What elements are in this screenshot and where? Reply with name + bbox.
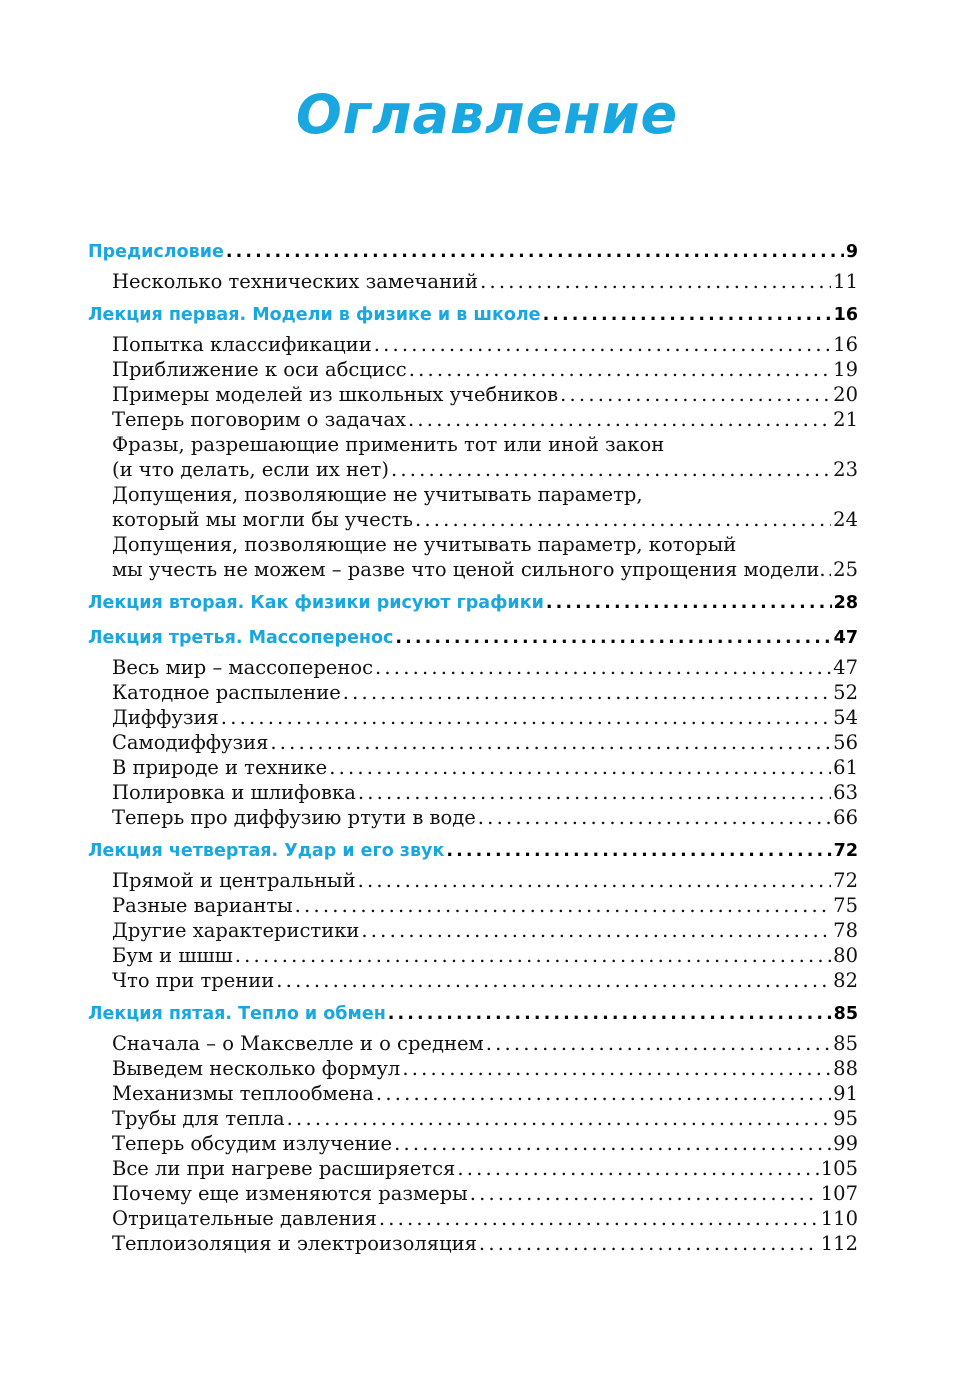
subsection-page-number: 47 [833, 656, 858, 679]
dot-leader [446, 837, 831, 865]
subsection-title: Другие характеристики [112, 919, 360, 942]
dot-leader [374, 332, 831, 357]
subsection-page-number: 91 [833, 1082, 858, 1105]
toc-section [88, 301, 858, 582]
chapter-title: Лекция четвертая. Удар и его звук [88, 841, 445, 861]
dot-leader [478, 805, 831, 830]
subsection-title-line: мы учесть не можем – разве что ценой сильного упрощения модели. [112, 558, 826, 581]
subsection-page-number: 88 [833, 1057, 858, 1080]
subsection-entry[interactable] [88, 1031, 858, 1056]
subsection-title: Теплоизоляция и электроизоляция [112, 1232, 477, 1255]
subsection-page-number: 19 [833, 358, 858, 381]
subsection-entry[interactable] [88, 730, 858, 755]
toc-section [88, 589, 858, 617]
subsection-page-number: 80 [833, 944, 858, 967]
subsection-title-line: Допущения, позволяющие не учитывать параметр, который [112, 533, 737, 556]
dot-leader [376, 1081, 831, 1106]
subsection-entry[interactable] [88, 332, 858, 357]
subsection-title-line: Допущения, позволяющие не учитывать параметр, [112, 483, 643, 506]
subsection-page-number: 112 [820, 1232, 858, 1255]
subsection-last-line [112, 457, 858, 482]
subsection-entry[interactable] [88, 680, 858, 705]
subsection-entry[interactable] [88, 893, 858, 918]
chapter-title: Предисловие [88, 242, 224, 262]
subsection-title-line: (и что делать, если их нет) [112, 458, 389, 481]
dot-leader [226, 238, 844, 266]
chapter-title: Лекция пятая. Тепло и обмен [88, 1004, 386, 1024]
subsection-page-number: 61 [833, 756, 858, 779]
chapter-page-number: 16 [833, 305, 858, 325]
chapter-title: Лекция третья. Массоперенос [88, 628, 394, 648]
chapter-entry[interactable] [88, 837, 858, 865]
dot-leader [470, 1181, 819, 1206]
chapter-entry[interactable] [88, 589, 858, 617]
subsection-page-number: 107 [820, 1182, 858, 1205]
table-of-contents [88, 238, 858, 1263]
subsection-title: Попытка классификации [112, 333, 372, 356]
subsection-entry[interactable] [88, 1131, 858, 1156]
subsection-title: Теперь поговорим о задачах [112, 408, 406, 431]
dot-leader [828, 557, 832, 582]
subsection-page-number: 110 [820, 1207, 858, 1230]
subsection-entry[interactable] [88, 655, 858, 680]
chapter-page-number: 9 [845, 242, 858, 262]
subsection-page-number: 105 [820, 1157, 858, 1180]
subsection-title: Бум и шшш [112, 944, 233, 967]
chapter-entry[interactable] [88, 624, 858, 652]
subsection-title: Трубы для тепла [112, 1107, 285, 1130]
subsection-title: Приближение к оси абсцисс [112, 358, 407, 381]
subsection-title: Самодиффузия [112, 731, 269, 754]
subsection-entry[interactable] [88, 482, 858, 532]
page-title: Оглавление [295, 83, 679, 146]
subsection-title-line: который мы могли бы учесть [112, 508, 413, 531]
dot-leader [408, 407, 831, 432]
subsection-entry[interactable] [88, 1181, 858, 1206]
subsection-title: Выведем несколько формул [112, 1057, 401, 1080]
subsection-page-number: 85 [833, 1032, 858, 1055]
dot-leader [415, 507, 831, 532]
dot-leader [287, 1106, 832, 1131]
chapter-page-number: 47 [833, 628, 858, 648]
subsection-title: Отрицательные давления [112, 1207, 377, 1230]
chapter-entry[interactable] [88, 301, 858, 329]
subsection-entry[interactable] [88, 269, 858, 294]
subsection-entry[interactable] [88, 1056, 858, 1081]
dot-leader [361, 918, 831, 943]
subsection-title: Все ли при нагреве расширяется [112, 1157, 456, 1180]
dot-leader [329, 755, 831, 780]
subsection-page-number: 54 [833, 706, 858, 729]
subsection-entry[interactable] [88, 1081, 858, 1106]
chapter-entry[interactable] [88, 1000, 858, 1028]
subsection-entry[interactable] [88, 357, 858, 382]
subsection-title: Прямой и центральный [112, 869, 356, 892]
subsection-title: В природе и технике [112, 756, 328, 779]
dot-leader [358, 780, 831, 805]
subsection-page-number: 78 [833, 919, 858, 942]
subsection-title: Полировка и шлифовка [112, 781, 356, 804]
subsection-entry[interactable] [88, 755, 858, 780]
dot-leader [235, 943, 831, 968]
dot-leader [402, 1056, 831, 1081]
subsection-page-number: 21 [833, 408, 858, 431]
subsection-entry[interactable] [88, 968, 858, 993]
subsection-title: Что при трении [112, 969, 275, 992]
subsection-page-number: 95 [833, 1107, 858, 1130]
subsection-title: Примеры моделей из школьных учебников [112, 383, 559, 406]
dot-leader [457, 1156, 818, 1181]
subsection-page-number: 20 [833, 383, 858, 406]
dot-leader [295, 893, 832, 918]
subsection-entry[interactable] [88, 868, 858, 893]
subsection-title: Сначала – о Максвелле и о среднем [112, 1032, 484, 1055]
toc-section [88, 1000, 858, 1256]
subsection-page-number: 25 [833, 558, 858, 581]
subsection-entry[interactable] [88, 943, 858, 968]
dot-leader [375, 655, 831, 680]
dot-leader [343, 680, 831, 705]
subsection-entry[interactable] [88, 780, 858, 805]
subsection-title: Несколько технических замечаний [112, 270, 479, 293]
subsection-page-number: 24 [833, 508, 858, 531]
subsection-title: Разные варианты [112, 894, 293, 917]
chapter-title: Лекция первая. Модели в физике и в школе [88, 305, 541, 325]
subsection-entry[interactable] [88, 705, 858, 730]
subsection-entry[interactable] [88, 382, 858, 407]
subsection-entry[interactable] [88, 918, 858, 943]
dot-leader [394, 1131, 831, 1156]
subsection-page-number: 63 [833, 781, 858, 804]
dot-leader [276, 968, 831, 993]
chapter-entry[interactable] [88, 238, 858, 266]
subsection-page-number: 99 [833, 1132, 858, 1155]
subsection-title: Весь мир – массоперенос [112, 656, 373, 679]
subsection-entry[interactable] [88, 432, 858, 482]
subsection-title-line: Фразы, разрешающие применить тот или иной закон [112, 433, 665, 456]
dot-leader [560, 382, 831, 407]
subsection-entry[interactable] [88, 407, 858, 432]
subsection-page-number: 75 [833, 894, 858, 917]
subsection-entry[interactable] [88, 1156, 858, 1181]
dot-leader [270, 730, 831, 755]
toc-section [88, 837, 858, 993]
subsection-title: Теперь обсудим излучение [112, 1132, 393, 1155]
chapter-page-number: 72 [833, 841, 858, 861]
dot-leader [543, 301, 832, 329]
subsection-entry[interactable] [88, 1106, 858, 1131]
dot-leader [379, 1206, 819, 1231]
chapter-title: Лекция вторая. Как физики рисуют графики [88, 593, 544, 613]
dot-leader [546, 589, 832, 617]
subsection-last-line [112, 557, 858, 582]
dot-leader [391, 457, 831, 482]
subsection-entry[interactable] [88, 805, 858, 830]
toc-section [88, 238, 858, 294]
subsection-page-number: 52 [833, 681, 858, 704]
subsection-entry[interactable] [88, 532, 858, 582]
subsection-last-line [112, 507, 858, 532]
subsection-page-number: 72 [833, 869, 858, 892]
subsection-page-number: 16 [833, 333, 858, 356]
subsection-title: Почему еще изменяются размеры [112, 1182, 468, 1205]
dot-leader [480, 269, 831, 294]
subsection-title: Диффузия [112, 706, 219, 729]
dot-leader [486, 1031, 831, 1056]
dot-leader [388, 1000, 832, 1028]
subsection-title: Механизмы теплообмена [112, 1082, 374, 1105]
dot-leader [479, 1231, 819, 1256]
dot-leader [395, 624, 831, 652]
dot-leader [409, 357, 831, 382]
subsection-page-number: 23 [833, 458, 858, 481]
subsection-title: Катодное распыление [112, 681, 341, 704]
subsection-entry[interactable] [88, 1206, 858, 1231]
subsection-page-number: 56 [833, 731, 858, 754]
dot-leader [358, 868, 832, 893]
subsection-page-number: 11 [833, 270, 858, 293]
chapter-page-number: 85 [833, 1004, 858, 1024]
subsection-page-number: 82 [833, 969, 858, 992]
toc-section [88, 624, 858, 830]
chapter-page-number: 28 [833, 593, 858, 613]
dot-leader [221, 705, 831, 730]
subsection-title: Теперь про диффузию ртути в воде [112, 806, 476, 829]
subsection-entry[interactable] [88, 1231, 858, 1256]
subsection-page-number: 66 [833, 806, 858, 829]
